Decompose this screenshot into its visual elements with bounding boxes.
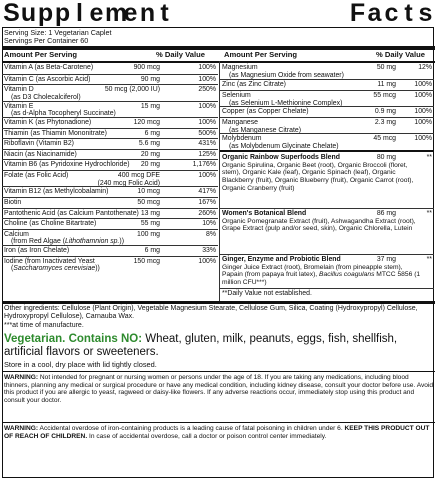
- nutrient-amount: 150 mcg: [133, 257, 160, 265]
- blend-divider: [220, 150, 434, 152]
- contains-no-statement: [4, 333, 397, 346]
- contains-no-label: Contains NO:: [68, 333, 143, 345]
- nutrient-amount: 120 mcg: [133, 119, 160, 126]
- nutrient-name: Copper (as Copper Chelate): [222, 108, 309, 116]
- nutrient-name: Selenium: [222, 92, 251, 99]
- title-letter: p: [54, 0, 71, 27]
- blend-row: [220, 208, 434, 255]
- blend-dv: **: [426, 153, 432, 161]
- blend-amount: 37 mg: [376, 255, 396, 263]
- blend-amount: 86 mg: [376, 209, 396, 217]
- servings-per-container: Servings Per Container 60: [4, 36, 89, 45]
- title-letter: e: [89, 0, 104, 27]
- nutrient-dv: 500%: [198, 129, 216, 137]
- nutrient-dv: 10%: [202, 220, 216, 228]
- nutrient-dv: 100%: [198, 119, 216, 126]
- nutrient-name: Vitamin E: [4, 102, 34, 110]
- nutrient-amount: 2.3 mg: [374, 119, 396, 126]
- nutrient-amount: 45 mcg: [373, 135, 396, 143]
- warning-divider: [2, 371, 435, 372]
- blend-row: [220, 153, 434, 208]
- nutrient-dv: 260%: [198, 209, 216, 217]
- title-letter: n: [139, 0, 156, 27]
- blend-name: Ginger, Enzyme and Probiotic Blend: [222, 255, 341, 263]
- title-word-supplement: [3, 0, 173, 26]
- right-row: [220, 63, 434, 79]
- nutrient-amount: 50 mcg: [137, 199, 160, 206]
- nutrient-name: Manganese: [222, 119, 259, 126]
- nutrient-source: (from Red Algae (Lithothamnion sp.)): [11, 238, 124, 246]
- other-ingredients: Other ingredients: Cellulose (Plant Origin), Vegetable Magnesium Stearate, Cellulose Gum, Silica, Coating (Hydroxypropyl) Cellulose, Hydroxypropyl Cellulose), Carnauba Wax.: [4, 305, 418, 321]
- left-row: [2, 101, 218, 118]
- nutrient-source: (as d-Alpha Tocopheryl Succinate): [11, 110, 116, 118]
- nutrient-dv: 167%: [198, 199, 216, 206]
- nutrient-amount: 55 mcg: [373, 92, 396, 99]
- nutrient-dv: 417%: [198, 188, 216, 196]
- left-row: [2, 256, 218, 273]
- right-header-amount: Amount Per Serving: [224, 50, 297, 59]
- blend-ingredients: Organic Pomegranate Extract (fruit), Ashwagandha Extract (root), Grape Extract (pulp and/or seed, skin), Organic Chlorella, Lutein: [222, 217, 416, 233]
- nutrient-amount: 100 mg: [137, 230, 160, 238]
- blend-name: Organic Rainbow Superfoods Blend: [222, 153, 340, 161]
- nutrient-dv: 250%: [198, 86, 216, 94]
- nutrient-name: Zinc (as Zinc Citrate): [222, 81, 286, 89]
- label-title: [3, 0, 434, 26]
- left-header-amount: Amount Per Serving: [4, 50, 77, 59]
- nutrient-source: (as Molybdenum Glycinate Chelate): [229, 142, 339, 150]
- title-letter: e: [123, 0, 138, 27]
- nutrient-amount: 50 mcg (2,000 IU): [104, 86, 160, 94]
- title-word-facts: [349, 0, 434, 26]
- blend-dv: **: [426, 255, 432, 263]
- nutrient-amount: 10 mcg: [137, 188, 160, 196]
- blend-dv: **: [426, 209, 432, 217]
- nutrient-name: Pantothenic Acid (as Calcium Pantothenate): [4, 209, 139, 217]
- left-row: [2, 170, 218, 187]
- blend-ingredients: Ginger Juice Extract (root), Bromelain (from pineapple stem), Papain (from papaya fruit latex), Bacillus coagulans MTCC 5856 (1 million CFU***): [222, 263, 421, 286]
- nutrient-name: Vitamin A (as Beta-Carotene): [4, 64, 94, 71]
- nutrient-amount-detail: (240 mcg Folic Acid): [97, 179, 160, 187]
- nutrient-name: Vitamin D: [4, 86, 34, 94]
- serving-size: Serving Size: 1 Vegetarian Caplet: [4, 28, 112, 37]
- nutrient-amount: 0.9 mg: [374, 108, 396, 116]
- nutrient-amount: 15 mg: [140, 102, 160, 110]
- iron-warning-text: WARNING: Accidental overdose of iron-containing products is a leading cause of fatal poisoning in children under 6. KEEP THIS PRODUCT OUT OF REACH OF CHILDREN. In case of accidental overdose, call a doctor or poison control center immediately.: [4, 425, 430, 440]
- nutrient-name: Vitamin K (as Phytonadione): [4, 119, 92, 126]
- nutrient-amount: 5.6 mg: [138, 140, 160, 148]
- dv-note: [220, 288, 434, 299]
- title-letter: p: [37, 0, 54, 27]
- title-letter: u: [20, 0, 37, 27]
- nutrient-amount: 50 mg: [376, 64, 396, 71]
- nutrient-dv: 33%: [202, 247, 216, 255]
- nutrient-dv: 100%: [198, 102, 216, 110]
- blend-amount: 80 mg: [376, 153, 396, 161]
- nutrient-name: Riboflavin (Vitamin B2): [4, 140, 74, 148]
- right-row: [220, 133, 434, 150]
- bottom-table-divider: [2, 301, 435, 304]
- nutrient-dv: 100%: [198, 64, 216, 71]
- dv-note-text: **Daily Value not established.: [222, 289, 312, 297]
- warning-text: WARNING: Not intended for pregnant or nursing women or persons under the age of 18. If you are taking any medications, including blood thinners, planning any medical or surgical procedure or have any medical condition, including kidney disease, consult your doctor before use. Avoid this product if you are allergic to yeast, ragweed or daisy-like flowers. If any adverse reactions occur, immediately stop using this product and consult your doctor.: [4, 374, 434, 405]
- nutrient-name: Vitamin B12 (as Methylcobalamin): [4, 188, 109, 196]
- left-row: [2, 63, 218, 74]
- nutrient-amount: 11 mg: [377, 81, 396, 89]
- nutrient-amount: 90 mg: [140, 75, 160, 83]
- blend-name: Women's Botanical Blend: [222, 209, 307, 217]
- nutrient-source: (as D3 Cholecalciferol): [11, 93, 81, 101]
- nutrient-name: Magnesium: [222, 64, 258, 71]
- nutrient-source: (as Manganese Citrate): [229, 126, 302, 134]
- nutrient-name: Vitamin C (as Ascorbic Acid): [4, 75, 91, 83]
- nutrient-name: Choline (as Choline Bitartrate): [4, 220, 97, 228]
- nutrient-name: Iron (as Iron Chelate): [4, 247, 70, 255]
- nutrient-source: (as Selenium L-Methionine Complex): [229, 99, 343, 107]
- nutrient-dv: 100%: [414, 135, 432, 143]
- nutrient-source: (as Magnesium Oxide from seawater): [229, 71, 344, 79]
- right-row: [220, 117, 434, 134]
- nutrient-amount: 900 mcg: [133, 64, 160, 71]
- nutrient-dv: 1,176%: [192, 161, 216, 169]
- right-row: [220, 90, 434, 107]
- title-letter: m: [105, 0, 128, 27]
- title-letter: t: [160, 0, 169, 27]
- nutrient-source: (Saccharomyces cerevisiae)): [11, 265, 100, 273]
- nutrient-name: Molybdenum: [222, 135, 262, 143]
- nutrient-dv: 100%: [198, 75, 216, 83]
- nutrient-dv: 100%: [198, 257, 216, 265]
- nutrient-amount: 400 mcg DFE: [117, 172, 160, 179]
- nutrient-name: Niacin (as Niacinamide): [4, 150, 77, 158]
- vegetarian-label: Vegetarian.: [4, 333, 66, 345]
- nutrient-dv: 8%: [206, 230, 216, 238]
- nutrient-dv: 100%: [414, 81, 432, 89]
- nutrient-amount: 13 mg: [140, 209, 160, 217]
- title-letter: s: [418, 0, 433, 27]
- nutrient-name: Vitamin B6 (as Pyridoxine Hydrochloride): [4, 161, 130, 169]
- nutrient-name: Biotin: [4, 199, 22, 206]
- nutrient-dv: 125%: [198, 150, 216, 158]
- contains-no-list-line2: artificial flavors or sweeteners.: [4, 346, 159, 358]
- nutrient-dv: 100%: [414, 119, 432, 126]
- nutrient-amount: 20 mg: [140, 161, 160, 169]
- title-letter: c: [384, 0, 399, 27]
- nutrient-amount: 55 mg: [140, 220, 160, 228]
- storage-instructions: Store in a cool, dry place with lid tightly closed.: [4, 360, 157, 369]
- title-letter: S: [3, 0, 20, 27]
- cfu-note: ***at time of manufacture.: [4, 322, 84, 329]
- nutrient-dv: 100%: [198, 172, 216, 179]
- left-row: [2, 229, 218, 246]
- nutrient-amount: 20 mg: [140, 150, 160, 158]
- right-header-dv: % Daily Value: [376, 50, 425, 59]
- left-header-dv: % Daily Value: [156, 50, 205, 59]
- left-nutrient-column: [2, 63, 218, 301]
- nutrient-name: Folate (as Folic Acid): [4, 172, 69, 179]
- title-letter: l: [76, 0, 83, 27]
- title-letter: t: [404, 0, 413, 27]
- nutrient-name: Thiamin (as Thiamin Mononitrate): [4, 129, 107, 137]
- nutrient-amount: 6 mg: [144, 129, 160, 137]
- warning-divider-2: [2, 422, 435, 423]
- right-nutrient-column: [220, 63, 434, 299]
- title-letter: a: [367, 0, 382, 27]
- nutrient-name: Iodine (from Inactivated Yeast: [4, 257, 95, 265]
- left-row: [2, 84, 218, 101]
- contains-no-list: Wheat, gluten, milk, peanuts, eggs, fish, shellfish,: [145, 333, 398, 345]
- nutrient-dv: 431%: [198, 140, 216, 148]
- nutrient-dv: 100%: [414, 108, 432, 116]
- nutrient-dv: 100%: [414, 92, 432, 99]
- nutrient-dv: 12%: [418, 64, 432, 71]
- title-letter: F: [349, 0, 366, 27]
- blend-row: [220, 254, 434, 289]
- blend-ingredients: Organic Spirulina, Organic Beet (root), Organic Broccoli (floret, stem), Organic Kale (leaf), Organic Spinach (leaf), Organic Blackberry (fruit), Organic Blueberry (fruit), Organic Carrot (root), Organic Cranberry (fruit): [222, 161, 414, 192]
- nutrient-amount: 6 mg: [144, 247, 160, 255]
- nutrient-name: Calcium: [4, 230, 29, 238]
